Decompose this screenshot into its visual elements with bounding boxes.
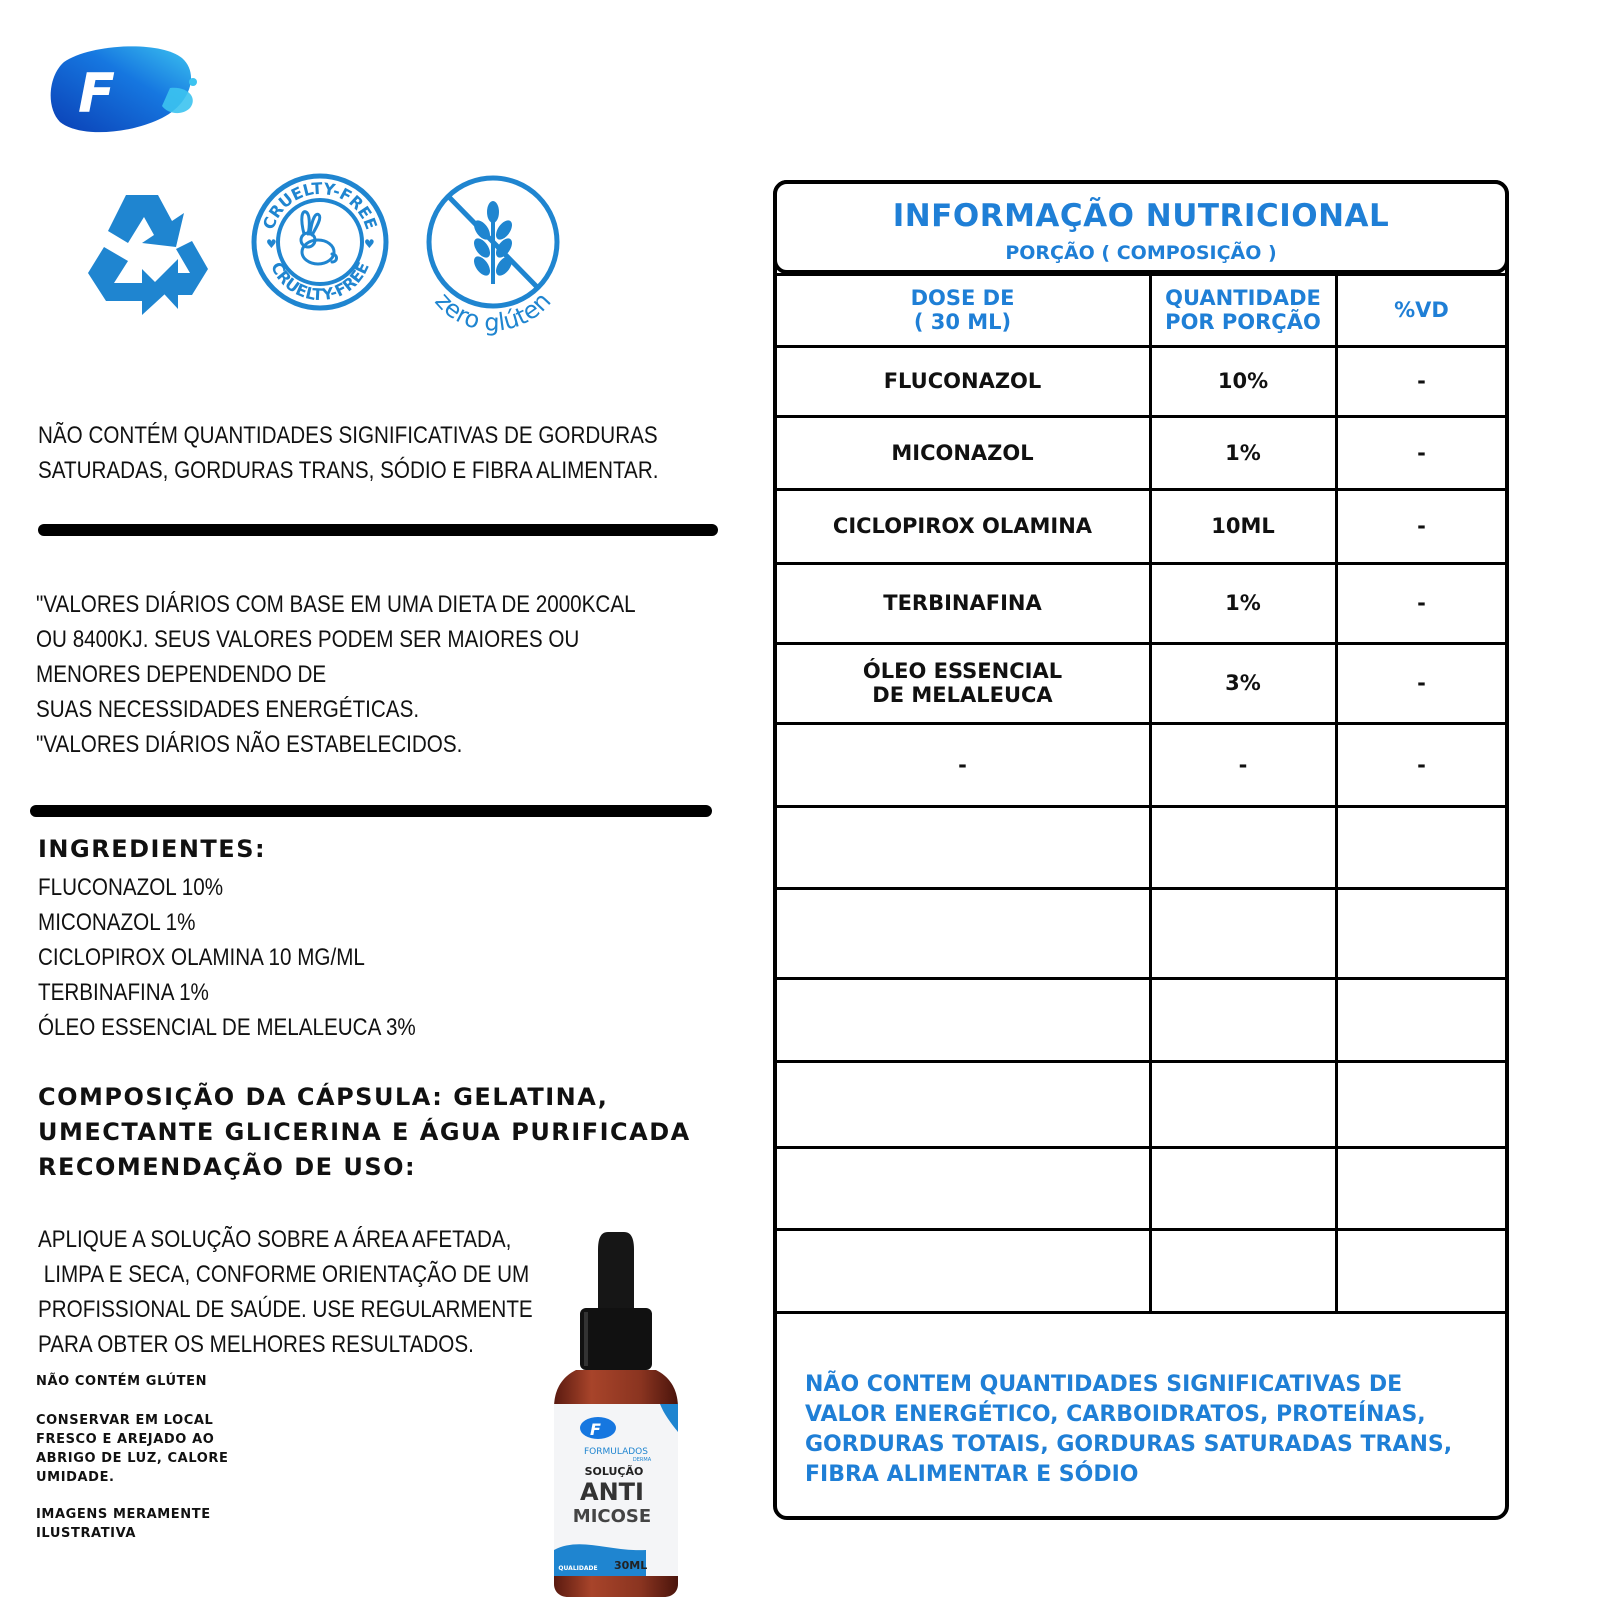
table-cell-quantity: 3% [1225, 671, 1261, 695]
table-cell-vd: - [1417, 671, 1426, 695]
table-cell-vd: - [1417, 591, 1426, 615]
table-subtitle: PORÇÃO ( COMPOSIÇÃO ) [1005, 242, 1277, 264]
svg-text:DERMA: DERMA [632, 1457, 652, 1463]
divider [38, 524, 718, 536]
svg-text:♥: ♥ [364, 237, 375, 251]
table-row-divider [775, 1228, 1507, 1231]
table-cell-quantity: - [1238, 752, 1248, 777]
list-item: TERBINAFINA 1% [38, 979, 209, 1006]
table-cell-quantity: 10ML [1211, 514, 1275, 538]
table-footer-note: NÃO CONTEM QUANTIDADES SIGNIFICATIVAS DE VALOR ENERGÉTICO, CARBOIDRATOS, PROTEÍNAS, GORDURAS TOTAIS, GORDURAS SATURADAS TRANS, FIBRA ALIMENTAR E SÓDIO [805, 1372, 1453, 1487]
table-cell-ingredient: - [958, 752, 967, 777]
list-item: ÓLEO ESSENCIAL DE MELALEUCA 3% [38, 1014, 416, 1041]
table-cell-ingredient: MICONAZOL [891, 440, 1034, 465]
daily-values-note: "VALORES DIÁRIOS COM BASE EM UMA DIETA DE 2000KCAL OU 8400KJ. SEUS VALORES PODEM SER MAIORES OU MENORES DEPENDENDO DE SUAS NECESSIDADES ENERGÉTICAS. "VALORES DIÁRIOS NÃO ESTABELECIDOS. [36, 591, 636, 758]
svg-text:MICOSE: MICOSE [572, 1506, 652, 1527]
cruelty-free-badge [250, 172, 390, 312]
no-significant-note: NÃO CONTÉM QUANTIDADES SIGNIFICATIVAS DE GORDURAS SATURADAS, GORDURAS TRANS, SÓDIO E FIBRA ALIMENTAR. [38, 422, 659, 484]
table-cell-quantity: 10% [1217, 369, 1269, 393]
svg-text:ANTI: ANTI [580, 1478, 644, 1506]
table-row-divider [775, 415, 1507, 418]
list-item: FLUCONAZOL 10% [38, 874, 224, 901]
table-column-divider [1335, 274, 1338, 1312]
illustrative-note: IMAGENS MERAMENTE ILUSTRATIVA [36, 1507, 211, 1541]
svg-text:SOLUÇÃO: SOLUÇÃO [584, 1465, 644, 1478]
table-cell-ingredient: ÓLEO ESSENCIAL DE MELALEUCA [862, 659, 1063, 707]
list-item: CICLOPIROX OLAMINA 10 MG/ML [38, 944, 365, 971]
column-header-vd: %VD [1394, 298, 1449, 322]
table-cell-vd: - [1417, 440, 1426, 465]
table-cell-ingredient: CICLOPIROX OLAMINA [832, 514, 1093, 538]
table-row-divider [775, 805, 1507, 808]
table-row-divider [775, 488, 1507, 491]
svg-text:zero glúten: zero glúten [429, 286, 557, 337]
table-cell-ingredient: FLUCONAZOL [883, 369, 1042, 393]
divider [30, 805, 712, 817]
zero-gluten-badge [420, 172, 570, 344]
table-cell-quantity: 1% [1225, 440, 1261, 465]
table-row-divider [775, 345, 1507, 348]
column-header-dose: DOSE DE ( 30 ML) [910, 286, 1015, 334]
product-bottle [550, 1232, 682, 1597]
table-row-divider [775, 562, 1507, 565]
table-row-divider [775, 1311, 1507, 1314]
svg-text:CRUELTY-FREE: CRUELTY-FREE [259, 178, 381, 232]
table-cell-vd: - [1417, 369, 1426, 393]
svg-text:CRUELTY-FREE: CRUELTY-FREE [267, 258, 373, 305]
column-header-quantity: QUANTIDADE POR PORÇÃO [1165, 286, 1321, 334]
table-row-divider [775, 1146, 1507, 1149]
table-row-divider [775, 977, 1507, 980]
table-cell-vd: - [1417, 752, 1426, 777]
storage-note: CONSERVAR EM LOCAL FRESCO E AREJADO AO ABRIGO DE LUZ, CALORE UMIDADE. [36, 1413, 229, 1485]
svg-text:F: F [590, 1420, 601, 1439]
table-row-divider [775, 887, 1507, 890]
svg-text:F: F [78, 62, 115, 125]
svg-text:FORMULADOS: FORMULADOS [584, 1447, 648, 1457]
ingredients-title: INGREDIENTES: [38, 835, 267, 863]
svg-text:30ML: 30ML [614, 1559, 648, 1572]
brand-logo [50, 44, 200, 136]
svg-text:♥: ♥ [266, 237, 277, 251]
svg-text:QUALIDADE: QUALIDADE [558, 1565, 598, 1572]
no-gluten-note: NÃO CONTÉM GLÚTEN [36, 1374, 208, 1389]
list-item: MICONAZOL 1% [38, 909, 196, 936]
table-column-divider [1149, 274, 1152, 1312]
ingredients-list [38, 870, 416, 1045]
composition-block: COMPOSIÇÃO DA CÁPSULA: GELATINA, UMECTANTE GLICERINA E ÁGUA PURIFICADA RECOMENDAÇÃO DE USO: [38, 1083, 691, 1181]
table-row-divider [775, 722, 1507, 725]
table-title: INFORMAÇÃO NUTRICIONAL [892, 198, 1390, 234]
table-cell-ingredient: TERBINAFINA [883, 591, 1042, 615]
table-row-divider [775, 273, 1507, 276]
table-cell-quantity: 1% [1225, 591, 1261, 615]
table-row-divider [775, 642, 1507, 645]
table-cell-vd: - [1417, 514, 1426, 538]
usage-instructions: APLIQUE A SOLUÇÃO SOBRE A ÁREA AFETADA, LIMPA E SECA, CONFORME ORIENTAÇÃO DE UM PROFISSIONAL DE SAÚDE. USE REGULARMENTE PARA OBTER OS MELHORES RESULTADOS. [38, 1226, 533, 1358]
table-row-divider [775, 1060, 1507, 1063]
recycle-icon [80, 185, 215, 315]
